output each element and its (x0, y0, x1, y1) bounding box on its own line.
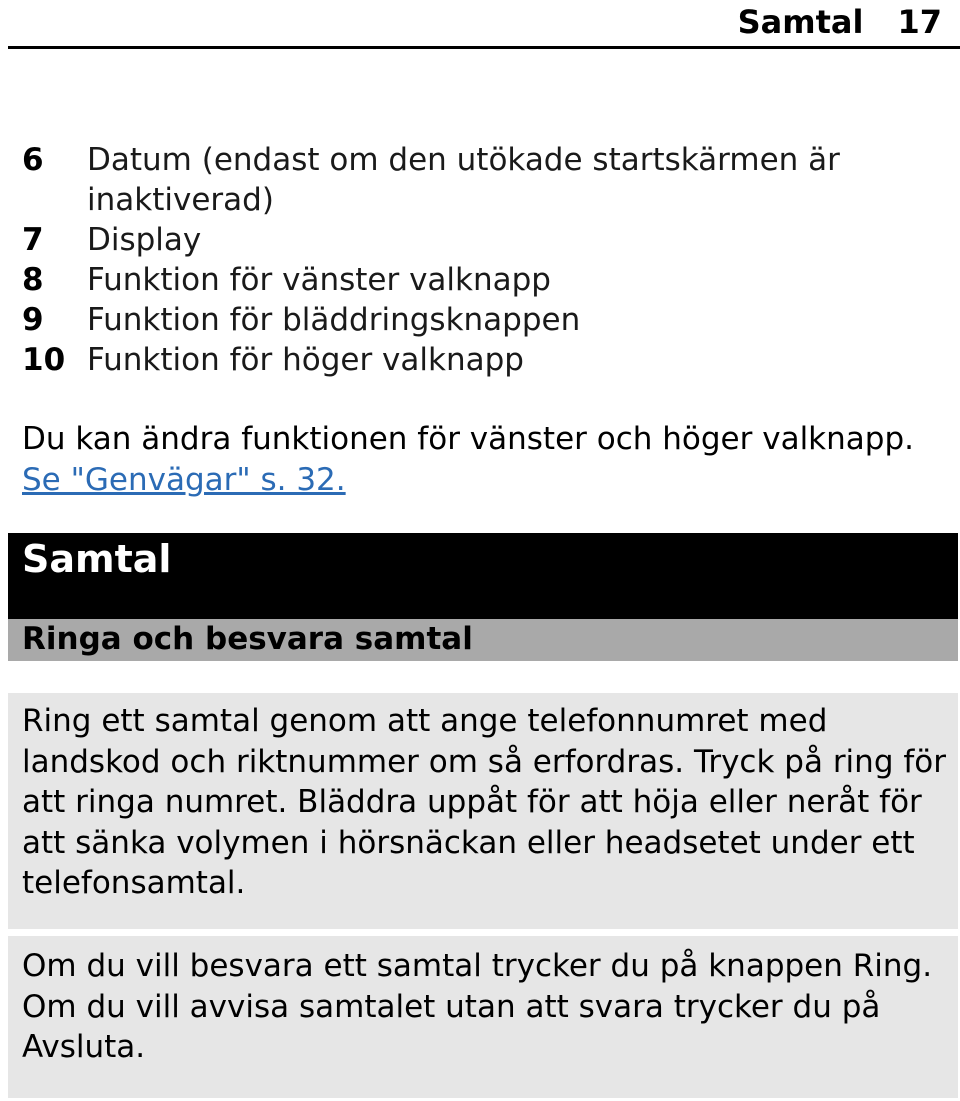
paragraph-block-call (8, 693, 958, 929)
intro-paragraph (22, 419, 940, 501)
call-paragraph: Ring ett samtal genom att ange telefonnumret med landskod och riktnummer om så erfordras. Tryck på ring för att ringa numret. Bläddra uppåt för att höja eller neråt för att sänka volymen i hörsnäckan eller headsetet under ett telefonsamtal. (22, 703, 946, 901)
list-item-text: Display (87, 222, 202, 258)
list-item (22, 220, 940, 260)
list-item-number: 7 (22, 222, 44, 258)
list-item-number: 9 (22, 302, 44, 338)
list-item-number: 8 (22, 262, 44, 298)
list-item (22, 340, 940, 380)
list-item-text: Funktion för bläddringsknappen (87, 302, 581, 338)
list-item-number: 10 (22, 342, 66, 378)
subsection-heading-bar (8, 619, 958, 661)
list-item-text: Funktion för vänster valknapp (87, 262, 551, 298)
page-header (8, 0, 960, 49)
subsection-title: Ringa och besvara samtal (22, 621, 473, 657)
paragraph-block-answer (8, 936, 958, 1098)
list-item (22, 140, 940, 220)
page-number: 17 (897, 3, 942, 41)
list-item (22, 260, 940, 300)
answer-paragraph: Om du vill besvara ett samtal trycker du på knappen Ring. Om du vill avvisa samtalet utan att svara trycker du på Avsluta. (22, 948, 933, 1065)
list-item-text: Funktion för höger valknapp (87, 342, 524, 378)
intro-text: Du kan ändra funktionen för vänster och höger valknapp. (22, 421, 914, 457)
list-item-text: Datum (endast om den utökade startskärmen är inaktiverad) (87, 142, 840, 218)
section-heading-bar (8, 533, 958, 619)
section-title: Samtal (22, 537, 172, 581)
header-title: Samtal (737, 3, 864, 41)
list-item (22, 300, 940, 340)
legend-list (22, 140, 940, 380)
list-item-number: 6 (22, 142, 44, 178)
shortcuts-link[interactable]: Se "Genvägar" s. 32. (22, 462, 346, 498)
